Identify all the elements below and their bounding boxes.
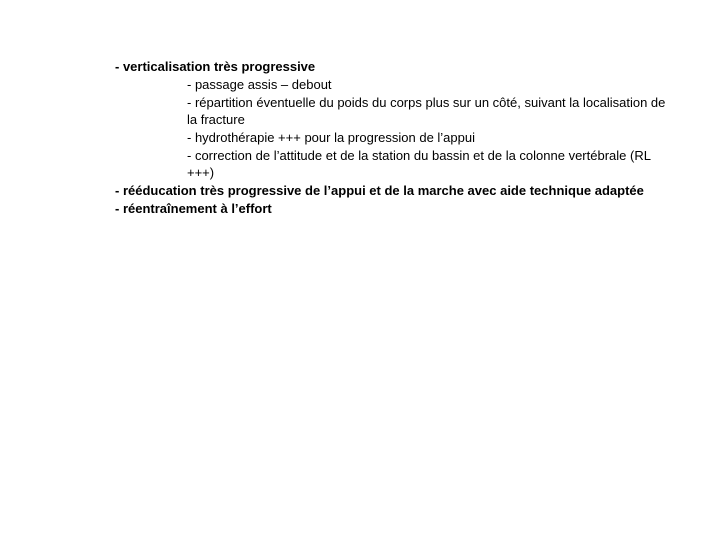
main-item-verticalisation: - verticalisation très progressive bbox=[115, 59, 316, 74]
sub-item-repartition-poids: - répartition éventuelle du poids du corps plus sur un côté, suivant la localisation de la fracture bbox=[187, 95, 666, 127]
main-item-reentrainement-effort: - réentraînement à l’effort bbox=[115, 201, 272, 216]
main-item-reeducation-appui-marche: - rééducation très progressive de l’appui et de la marche avec aide technique adaptée bbox=[115, 183, 644, 198]
sub-item-hydrotherapie: - hydrothérapie +++ pour la progression de l’appui bbox=[187, 130, 475, 145]
bullet-list bbox=[115, 58, 666, 218]
sub-item-passage-assis-debout: - passage assis – debout bbox=[187, 77, 332, 92]
sub-item-correction-attitude: - correction de l’attitude et de la station du bassin et de la colonne vertébrale (RL +++) bbox=[187, 148, 651, 180]
